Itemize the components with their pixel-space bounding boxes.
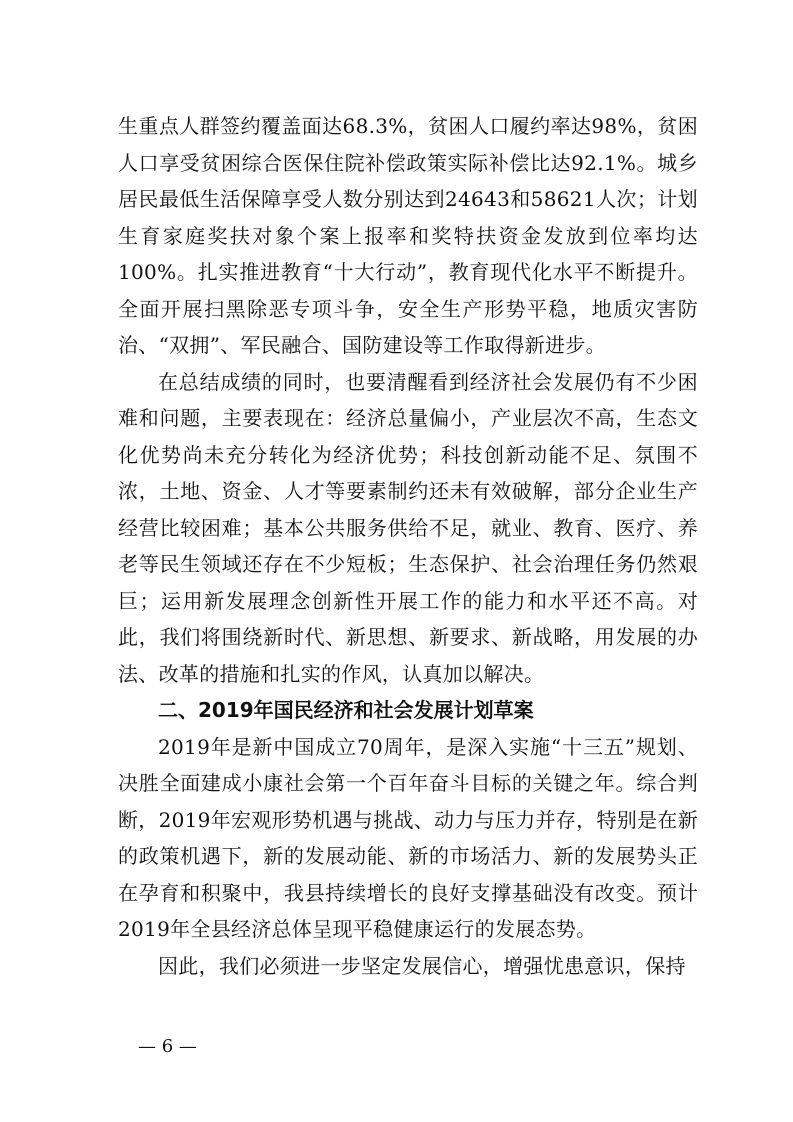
paragraph-1: 生重点人群签约覆盖面达68.3%，贫困人口履约率达98%，贫困人口享受贫困综合医保住院补偿政策实际补偿比达92.1%。城乡居民最低生活保障享受人数分别达到24643和58621人次；计划生育家庭奖扶对象个案上报率和奖特扶资金发放到位率均达100%。扎实推进教育“十大行动”，教育现代化水平不断提升。全面开展扫黑除恶专项斗争，安全生产形势平稳，地质灾害防治、“双拥”、军民融合、国防建设等工作取得新进步。	[118, 114, 698, 357]
paragraph-3: 2019年是新中国成立70周年，是深入实施“十三五”规划、决胜全面建成小康社会第一个百年奋斗目标的关键之年。综合判断，2019年宏观形势机遇与挑战、动力与压力并存，特别是在新的政策机遇下，新的发展动能、新的市场活力、新的发展势头正在孕育和积聚中，我县持续增长的良好支撑基础没有改变。预计2019年全县经济总体呈现平稳健康运行的发展态势。	[118, 734, 698, 941]
section-heading: 二、2019年国民经济和社会发展计划草案	[158, 698, 534, 722]
page-number: — 6 —	[138, 1036, 197, 1057]
paragraph-4: 因此，我们必须进一步坚定发展信心，增强忧患意识，保持	[158, 953, 686, 978]
paragraph-2: 在总结成绩的同时，也要清醒看到经济社会发展仍有不少困难和问题，主要表现在：经济总量偏小，产业层次不高，生态文化优势尚未充分转化为经济优势；科技创新动能不足、氛围不浓，土地、资金、人才等要素制约还未有效破解，部分企业生产经营比较困难；基本公共服务供给不足，就业、教育、医疗、养老等民生领域还存在不少短板；生态保护、社会治理任务仍然艰巨；运用新发展理念创新性开展工作的能力和水平还不高。对此，我们将围绕新时代、新思想、新要求、新战略，用发展的办法、改革的措施和扎实的作风，认真加以解决。	[118, 369, 698, 686]
document-body	[118, 108, 698, 984]
